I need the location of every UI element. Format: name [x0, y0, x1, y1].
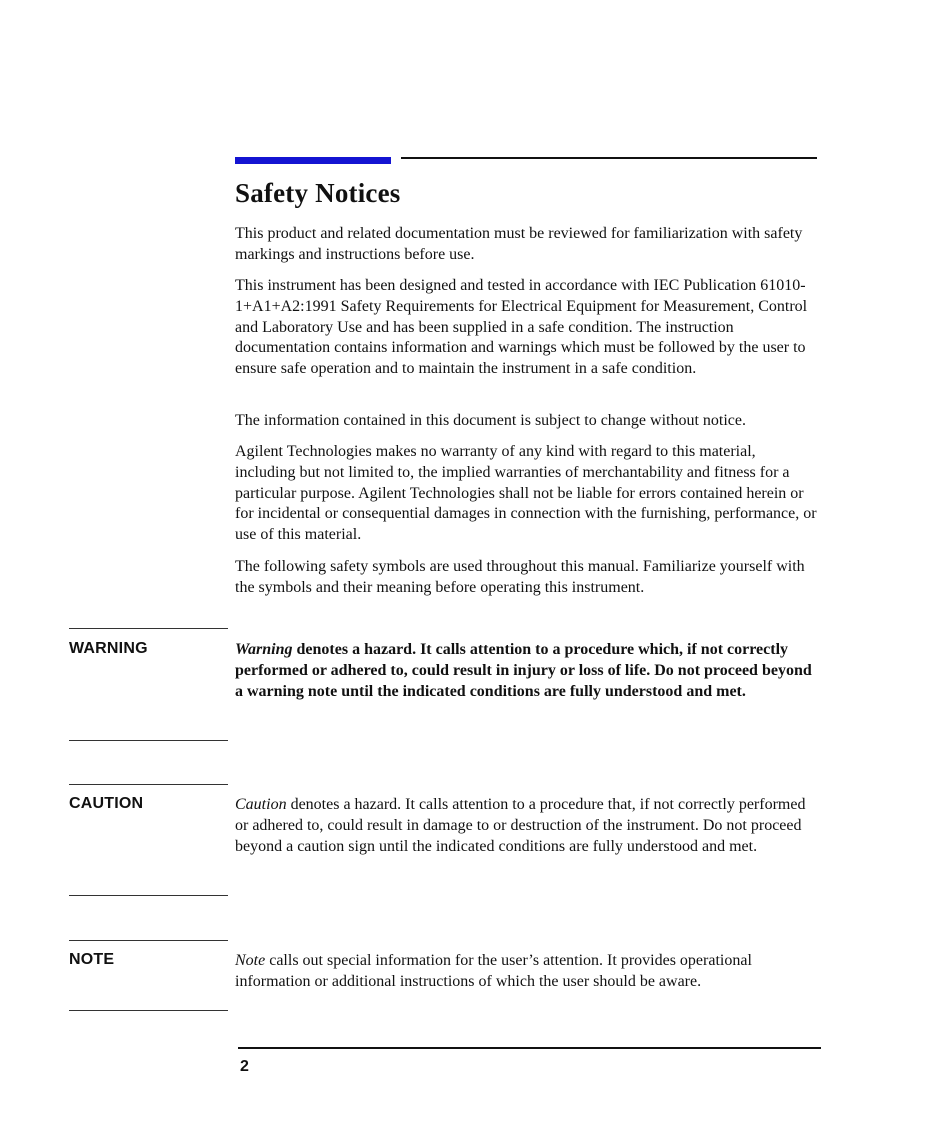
- note-term: Note: [235, 952, 266, 969]
- note-top-rule: [69, 940, 228, 941]
- paragraph-iec-compliance: This instrument has been designed and tested in accordance with IEC Publication 61010-1+A1+A2:1991 Safety Requirements for Electrical Equipment for Measurement, Control and Laboratory Use and has been supplied in a safe condition. The instruction documentation contains information and warnings which must be followed by the user to ensure safe operation and to maintain the instrument in a safe condition.: [235, 277, 808, 378]
- warning-term: Warning: [235, 641, 293, 658]
- paragraph-warranty: Agilent Technologies makes no warranty of any kind with regard to this material, including but not limited to, the implied warranties of merchantability and fitness for a particular purpose. Agilent Technologies shall not be liable for errors contained herein or for incidental or consequential damages in connection with the furnishing, performance, or use of this material.: [235, 443, 817, 544]
- page-title: Safety Notices: [235, 178, 401, 208]
- paragraph-change-notice: The information contained in this document is subject to change without notice.: [235, 412, 746, 429]
- note-bottom-rule: [69, 1010, 228, 1011]
- warning-body: denotes a hazard. It calls attention to a procedure which, if not correctly performed or adhered to, could result in injury or loss of life. Do not proceed beyond a warning note until the indicated conditions are fully understood and met.: [235, 641, 812, 700]
- note-label: NOTE: [69, 951, 115, 968]
- note-text: [235, 951, 820, 993]
- warning-text: [235, 640, 820, 702]
- caution-bottom-rule: [69, 895, 228, 896]
- heading-rule: [401, 157, 817, 159]
- page-number: 2: [240, 1058, 249, 1075]
- note-body: calls out special information for the user’s attention. It provides operational information or additional instructions of which the user should be aware.: [235, 952, 752, 990]
- caution-term: Caution: [235, 796, 287, 813]
- warning-top-rule: [69, 628, 228, 629]
- caution-top-rule: [69, 784, 228, 785]
- heading-accent-bar: [235, 157, 391, 164]
- caution-text: [235, 795, 820, 857]
- footer-rule: [238, 1047, 821, 1049]
- caution-body: denotes a hazard. It calls attention to a procedure that, if not correctly performed or adhered to, could result in damage to or destruction of the instrument. Do not proceed beyond a caution sign until the indicated conditions are fully understood and met.: [235, 796, 806, 855]
- caution-label: CAUTION: [69, 795, 144, 812]
- paragraph-symbols-intro: The following safety symbols are used throughout this manual. Familiarize yourself with the symbols and their meaning before operating this instrument.: [235, 558, 805, 596]
- paragraph-review: This product and related documentation must be reviewed for familiarization with safety markings and instructions before use.: [235, 225, 803, 263]
- warning-bottom-rule: [69, 740, 228, 741]
- warning-label: WARNING: [69, 640, 148, 657]
